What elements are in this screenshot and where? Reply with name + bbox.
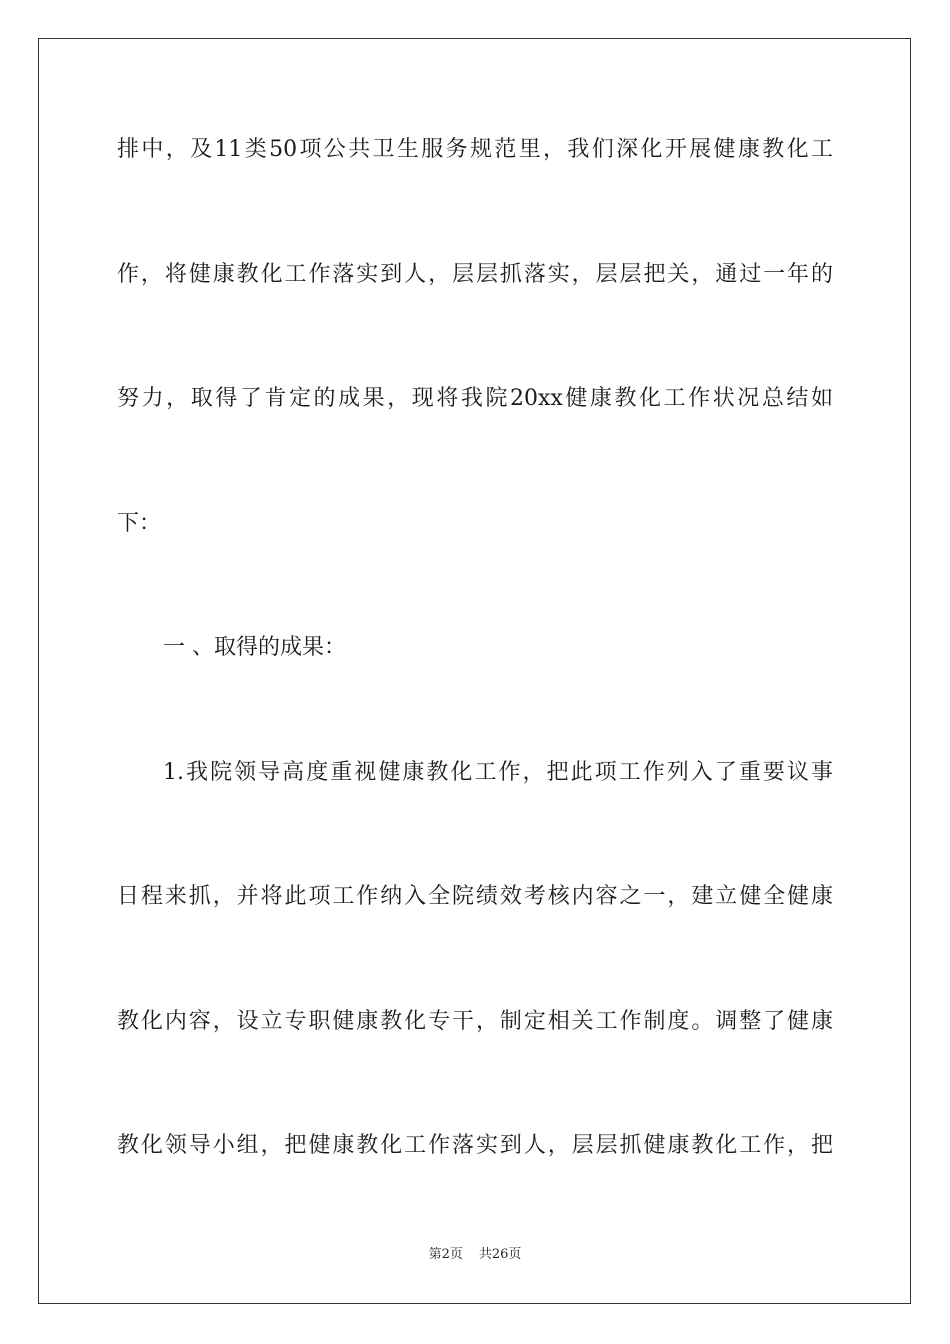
body-line-2: 作，将健康教化工作落实到人，层层抓落实，层层把关，通过一年的 xyxy=(117,262,833,287)
body-line-1: 排中，及11类50项公共卫生服务规范里，我们深化开展健康教化工 xyxy=(117,137,833,162)
page-number: 第2页 xyxy=(428,1247,463,1262)
section-heading: 一 、取得的成果： xyxy=(163,635,346,660)
page-border xyxy=(38,38,911,1304)
page-footer xyxy=(0,1246,950,1264)
body-line-3: 努力，取得了肯定的成果，现将我院20xx健康教化工作状况总结如 xyxy=(117,386,833,411)
body-line-9: 教化领导小组，把健康教化工作落实到人，层层抓健康教化工作，把 xyxy=(117,1133,833,1158)
body-line-7: 日程来抓，并将此项工作纳入全院绩效考核内容之一，建立健全健康 xyxy=(117,884,833,909)
page-total: 共26页 xyxy=(478,1247,522,1262)
body-line-8: 教化内容，设立专职健康教化专干，制定相关工作制度。调整了健康 xyxy=(117,1009,833,1034)
body-line-4: 下： xyxy=(117,511,162,536)
body-line-6: 1.我院领导高度重视健康教化工作，把此项工作列入了重要议事 xyxy=(163,760,833,785)
